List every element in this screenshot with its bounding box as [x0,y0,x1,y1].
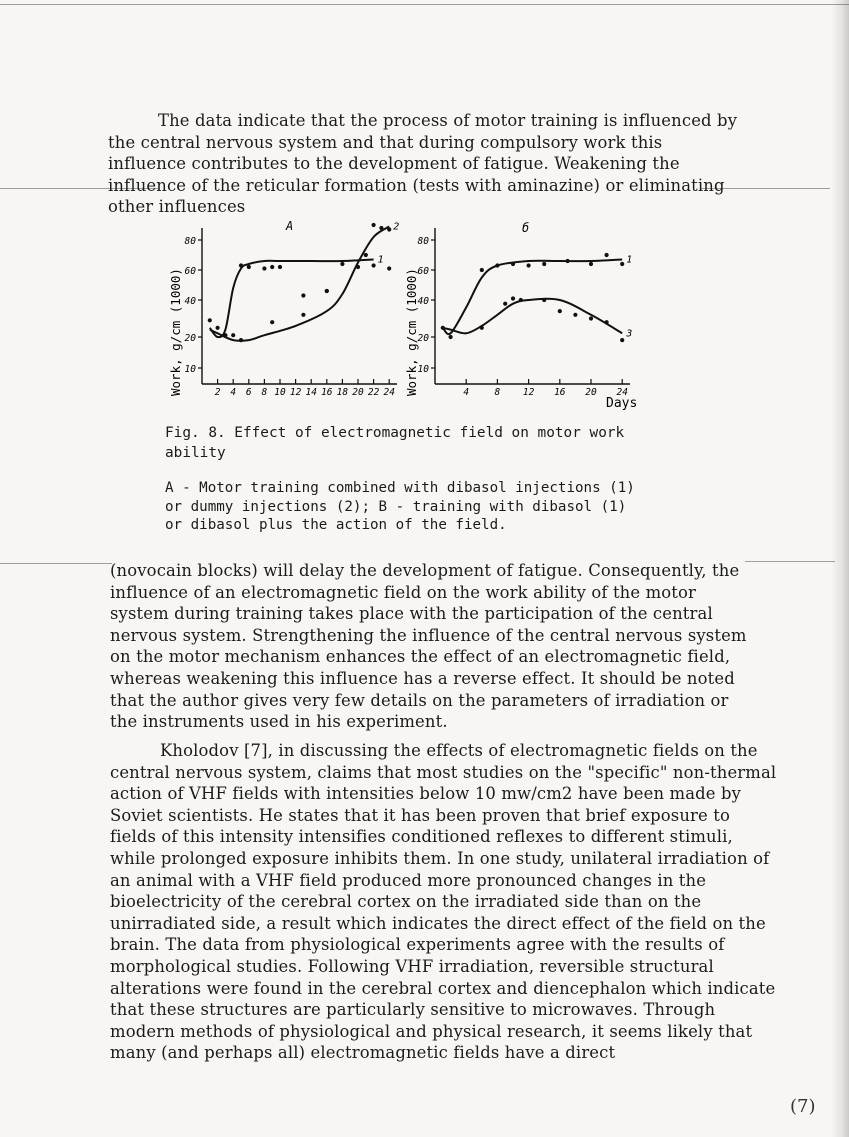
paragraph-2 [110,560,750,733]
chart-panel-b [418,228,633,398]
data-point [589,316,593,320]
x-tick-label: 12 [289,387,302,398]
x-tick-label: 20 [585,387,597,398]
series-label: 1 [626,254,633,266]
data-point [589,262,593,266]
data-point [216,326,220,330]
data-point [495,263,499,267]
paragraph-1-text: The data indicate that the process of motor training is influenced by the central nervous system and that during compulsory work this influence contributes to the development of fatigue. Weakening the influence of the reticular formation (tests with aminazine) or eliminating other influences [108,111,738,217]
data-point [620,262,624,266]
figure-caption-text: Fig. 8. Effect of electromagnetic field on motor work ability [165,425,625,461]
data-point [262,266,266,270]
data-point [542,262,546,266]
figure-legend [165,479,640,535]
series-label: 1 [377,254,384,266]
x-tick-label: 14 [305,387,317,398]
panel-b-label: б [522,221,530,235]
data-point [519,298,523,302]
x-tick-label: 12 [522,387,535,398]
y-tick-label: 20 [184,333,196,344]
data-point [223,333,227,337]
data-point [270,320,274,324]
paragraph-3 [110,740,778,1064]
data-point [239,263,243,267]
series-line-1 [210,260,374,338]
x-tick-label: 22 [367,387,380,398]
x-tick-label: 8 [494,387,501,398]
figure-legend-text: A - Motor training combined with dibasol injections (1) or dummy injections (2); B - training with dibasol (1) or dibasol plus the action of the field. [165,480,635,534]
series-line-2 [210,227,389,341]
y-tick-label: 60 [417,266,429,277]
y-tick-label: 40 [184,296,196,307]
data-point [387,266,391,270]
figure-8 [150,200,670,425]
x-tick-label: 4 [463,387,470,398]
data-point [364,253,368,257]
data-point [208,318,212,322]
y-tick-label: 80 [417,236,429,247]
scan-edge [831,0,849,1137]
data-point [527,263,531,267]
series-line-1 [443,260,622,335]
data-point [558,309,562,313]
figure-caption [165,424,665,463]
x-tick-label: 6 [245,387,252,398]
data-point [372,263,376,267]
data-point [441,326,445,330]
data-point [480,326,484,330]
data-point [301,293,305,297]
y-tick-label: 10 [417,364,429,375]
x-tick-label: 10 [274,387,286,398]
data-point [356,265,360,269]
data-point [387,227,391,231]
page-mark: (7) [790,1096,816,1117]
series-label: 2 [393,221,400,233]
chart-panel-a [185,222,400,399]
scan-rule [0,563,112,564]
x-tick-label: 24 [383,387,395,398]
series-label: 3 [626,328,633,340]
x-tick-label: 18 [336,387,349,398]
data-point [542,298,546,302]
data-point [372,223,376,227]
scan-rule [0,4,849,5]
data-point [605,320,609,324]
x-axis-label: Days [606,396,638,411]
x-tick-label: 8 [261,387,268,398]
paragraph-3-text: Kholodov [7], in discussing the effects of electromagnetic fields on the central nervous system, claims that most studies on the "specific" non-thermal action of VHF fields with intensities below 10 mw/cm2 have been made by Soviet scientists. He states that it has been proven that brief exposure to fields of this intensity intensifies conditioned reflexes to different stimuli, while prolonged exposure inhibits them. In one study, unilateral irradiation of an animal with a VHF field produced more pronounced changes in the bioelectricity of the cerebral cortex on the irradiated side than on the unirradiated side, a result which indicates the direct effect of the field on the brain. The data from physiological experiments agree with the results of morphological studies. Following VHF irradiation, reversible structural alterations were found in the cerebral cortex and diencephalon which indicate that these structures are particularly sensitive to microwaves. Through modern methods of physiological and physical research, it seems likely that many (and perhaps all) electromagnetic fields have a direct [110,741,777,1063]
series-line-3 [443,299,622,334]
y-tick-label: 10 [184,364,196,375]
panel-a-label: A [286,219,294,233]
data-point [325,289,329,293]
data-point [239,338,243,342]
y-tick-label: 40 [417,296,429,307]
data-point [480,268,484,272]
x-tick-label: 16 [321,387,333,398]
data-point [605,253,609,257]
x-tick-label: 4 [230,387,237,398]
y-axis-label-a: Work, g/cm (1000) [168,268,183,396]
data-point [503,302,507,306]
x-tick-label: 2 [214,387,221,398]
x-tick-label: 16 [554,387,566,398]
data-point [573,313,577,317]
y-tick-label: 80 [184,236,196,247]
data-point [379,226,383,230]
data-point [449,335,453,339]
data-point [620,338,624,342]
data-point [340,262,344,266]
data-point [270,265,274,269]
scan-rule [745,561,835,562]
data-point [511,296,515,300]
y-tick-label: 20 [417,333,429,344]
data-point [278,265,282,269]
y-tick-label: 60 [184,266,196,277]
x-tick-label: 24 [616,387,628,398]
paragraph-2-text: (novocain blocks) will delay the development of fatigue. Consequently, the influence of an electromagnetic field on the work ability of the motor system during training takes place with the participation of the central nervous system. Strengthening the influence of the central nervous system on the motor mechanism enhances the effect of an electromagnetic field, whereas weakening this influence has a reverse effect. It should be noted that the author gives very few details on the parameters of irradiation or the instruments used in his experiment. [110,561,747,732]
data-point [301,313,305,317]
data-point [231,333,235,337]
data-point [511,262,515,266]
data-point [247,265,251,269]
x-tick-label: 20 [352,387,364,398]
data-point [566,259,570,263]
y-axis-label-b: Work, g/cm (1000) [404,268,419,396]
